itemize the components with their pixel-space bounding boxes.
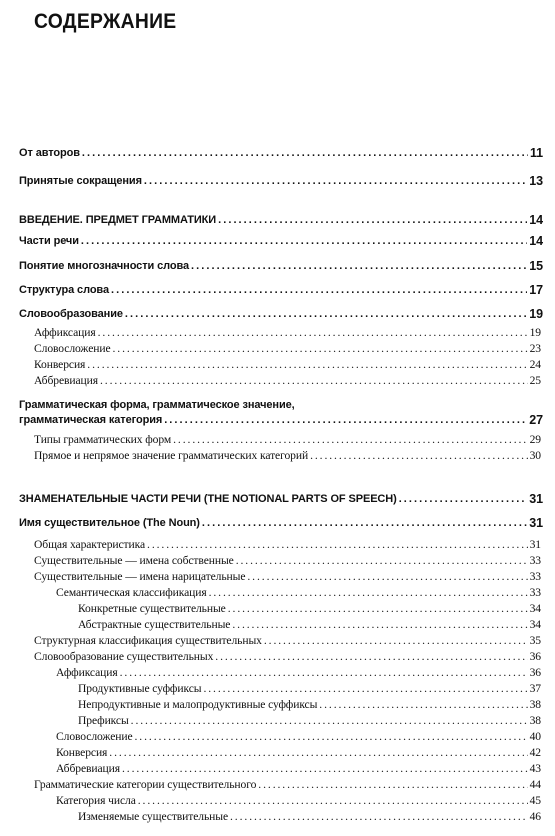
leader-dots	[122, 761, 528, 776]
toc-entry	[78, 617, 541, 632]
toc-entry	[34, 373, 541, 388]
toc-entry-title: Словообразование существительных	[34, 650, 214, 663]
toc-entry-page: 33	[529, 570, 541, 583]
toc-entry-page: 30	[529, 449, 541, 462]
toc-entry-title: Аффиксация	[56, 666, 118, 679]
toc-entry-page: 34	[529, 602, 541, 615]
toc-entry-page: 11	[529, 146, 543, 160]
leader-dots	[81, 234, 527, 249]
leader-dots	[113, 341, 528, 356]
leader-dots	[399, 492, 528, 507]
toc-entry	[34, 357, 541, 372]
toc-entry-page: 36	[529, 650, 541, 663]
leader-dots	[310, 448, 528, 463]
toc-entry-page: 29	[529, 433, 541, 446]
toc-entry-title: Типы грамматических форм	[34, 433, 172, 446]
leader-dots	[87, 357, 527, 372]
toc-entry-title: Общая характеристика	[34, 538, 146, 551]
leader-dots	[203, 681, 527, 696]
toc-entry	[19, 259, 543, 274]
toc-entry-title: От авторов	[19, 147, 80, 159]
toc-entry-title: Конверсия	[56, 746, 108, 759]
leader-dots	[319, 697, 527, 712]
toc-entry-title: ВВЕДЕНИЕ. ПРЕДМЕТ ГРАММАТИКИ	[19, 214, 217, 226]
toc-entry	[56, 585, 541, 600]
toc-entry-title: Конверсия	[34, 358, 86, 371]
toc-entry	[56, 761, 541, 776]
toc-entry	[34, 537, 541, 552]
toc-entry	[34, 649, 541, 664]
leader-dots	[98, 325, 528, 340]
toc-entry-title: Понятие многозначности слова	[19, 260, 190, 272]
toc-entry	[19, 516, 543, 531]
toc-entry-page: 40	[529, 730, 541, 743]
toc-entry	[34, 341, 541, 356]
toc-entry-title: Грамматические категории существительного	[34, 778, 257, 791]
toc-entry-title: Семантическая классификация	[56, 586, 207, 599]
toc-entry-title: Словообразование	[19, 308, 123, 320]
toc-entry-title: Существительные — имена нарицательные	[34, 570, 246, 583]
toc-entry-page: 38	[529, 698, 541, 711]
toc-entry-page: 42	[529, 746, 541, 759]
toc-entry	[56, 665, 541, 680]
toc-entry-page: 37	[529, 682, 541, 695]
toc-entry	[19, 413, 543, 428]
toc-entry-page: 34	[529, 618, 541, 631]
toc-entry-page: 19	[529, 326, 541, 339]
toc-entry-page: 19	[529, 307, 543, 321]
leader-dots	[82, 146, 528, 161]
toc-entry-title: Аффиксация	[34, 326, 96, 339]
toc-entry-title: Абстрактные существительные	[78, 618, 231, 631]
toc-entry-title: Структурная классификация существительных	[34, 634, 262, 647]
toc-entry-page: 27	[529, 413, 543, 427]
toc-entry-page: 15	[529, 259, 543, 273]
toc-entry-page: 33	[529, 586, 541, 599]
toc-entry	[19, 213, 543, 228]
toc-entry-page: 14	[529, 213, 543, 227]
toc-entry-title: Части речи	[19, 235, 79, 247]
leader-dots	[230, 809, 528, 824]
toc-entry-title: Структура слова	[19, 284, 109, 296]
toc-entry-page: 13	[529, 174, 543, 188]
leader-dots	[173, 432, 527, 447]
leader-dots	[228, 601, 528, 616]
toc-entry-title-line1: Грамматическая форма, грамматическое значение,	[19, 399, 295, 411]
toc-entry	[34, 432, 541, 447]
toc-entry	[19, 234, 543, 249]
toc-entry	[78, 809, 541, 824]
leader-dots	[135, 729, 528, 744]
toc-entry	[34, 777, 541, 792]
toc-entry	[78, 681, 541, 696]
toc-entry-title: ЗНАМЕНАТЕЛЬНЫЕ ЧАСТИ РЕЧИ (THE NOTIONAL PARTS OF SPEECH)	[19, 493, 397, 505]
toc-entry-title: грамматическая категория	[19, 414, 163, 426]
leader-dots	[191, 259, 527, 274]
toc-entry-title: Префиксы	[78, 714, 129, 727]
toc-entry-title: Изменяемые существительные	[78, 810, 228, 823]
toc-entry	[19, 174, 543, 189]
leader-dots	[264, 633, 528, 648]
leader-dots	[218, 213, 527, 228]
toc-entry-title: Существительные — имена собственные	[34, 554, 234, 567]
leader-dots	[202, 516, 527, 531]
toc-entry-page: 31	[529, 492, 543, 506]
toc-entry	[56, 729, 541, 744]
toc-entry	[34, 325, 541, 340]
toc-entry-page: 45	[529, 794, 541, 807]
toc-entry-page: 24	[529, 358, 541, 371]
toc-entry-title: Конкретные существительные	[78, 602, 226, 615]
toc-entry	[34, 633, 541, 648]
toc-entry	[34, 569, 541, 584]
toc-entry-page: 46	[529, 810, 541, 823]
toc-entry-page: 35	[529, 634, 541, 647]
leader-dots	[258, 777, 527, 792]
leader-dots	[247, 569, 527, 584]
leader-dots	[120, 665, 528, 680]
toc-entry-page: 14	[529, 234, 543, 248]
toc-entry-page: 31	[529, 516, 543, 530]
toc-entry	[19, 146, 543, 161]
toc-entry-page: 23	[529, 342, 541, 355]
toc-entry-title: Прямое и непрямое значение грамматических категорий	[34, 449, 309, 462]
toc-entry-title: Словосложение	[34, 342, 111, 355]
toc-entry	[34, 448, 541, 463]
toc-entry	[56, 745, 541, 760]
toc-entry	[19, 283, 543, 298]
toc-entry-page: 36	[529, 666, 541, 679]
leader-dots	[138, 793, 528, 808]
leader-dots	[209, 585, 528, 600]
toc-entry-title: Категория числа	[56, 794, 136, 807]
toc-entry-title: Принятые сокращения	[19, 175, 142, 187]
toc-entry-title: Словосложение	[56, 730, 133, 743]
leader-dots	[147, 537, 528, 552]
toc-entry	[56, 793, 541, 808]
toc-entry-page: 17	[529, 283, 543, 297]
leader-dots	[236, 553, 528, 568]
toc-entry-page: 31	[529, 538, 541, 551]
toc-entry-title: Продуктивные суффиксы	[78, 682, 202, 695]
page-title: СОДЕРЖАНИЕ	[34, 10, 177, 33]
leader-dots	[100, 373, 528, 388]
leader-dots	[232, 617, 527, 632]
toc-entry	[19, 492, 543, 507]
leader-dots	[125, 307, 527, 322]
leader-dots	[111, 283, 527, 298]
toc-entry	[78, 713, 541, 728]
toc-entry	[19, 307, 543, 322]
leader-dots	[109, 745, 527, 760]
toc-entry-page: 33	[529, 554, 541, 567]
toc-entry-title: Аббревиация	[34, 374, 98, 387]
toc-entry	[78, 697, 541, 712]
toc-entry-title: Аббревиация	[56, 762, 120, 775]
toc-entry-page: 38	[529, 714, 541, 727]
toc-entry	[34, 553, 541, 568]
toc-entry-page: 25	[529, 374, 541, 387]
leader-dots	[131, 713, 528, 728]
toc-entry-title: Непродуктивные и малопродуктивные суффиксы	[78, 698, 318, 711]
toc-entry	[78, 601, 541, 616]
toc-entry-page: 43	[529, 762, 541, 775]
leader-dots	[144, 174, 527, 189]
toc-entry-page: 44	[529, 778, 541, 791]
toc-entry-title: Имя существительное (The Noun)	[19, 517, 200, 529]
leader-dots	[215, 649, 527, 664]
leader-dots	[164, 413, 527, 428]
